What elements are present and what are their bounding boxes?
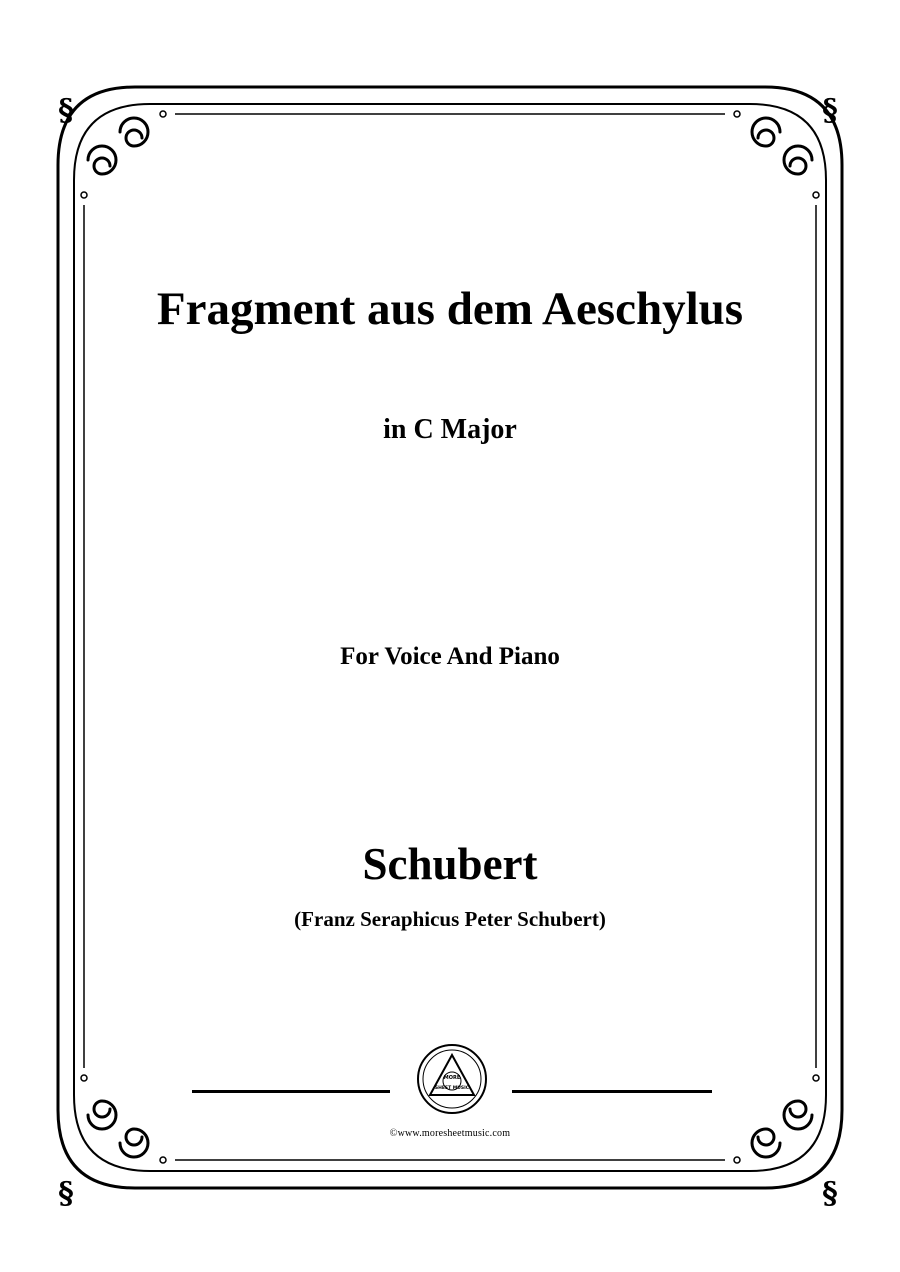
score-title: Fragment aus dem Aeschylus [156,283,744,335]
svg-text:§: § [822,93,838,128]
composer-name: Schubert [362,839,538,889]
seal-divider-left [192,1090,390,1093]
seal-divider-right [512,1090,712,1093]
svg-text:§: § [58,1176,74,1211]
seal-text-bottom: SHEET MUSIC [434,1086,470,1091]
svg-text:§: § [58,93,74,128]
composer-full-name: (Franz Seraphicus Peter Schubert) [294,907,606,931]
svg-text:§: § [822,1176,838,1211]
copyright-url: ©www.moresheetmusic.com [389,1128,511,1139]
score-key: in C Major [383,414,517,445]
seal-text-top: MORE [443,1075,461,1081]
publisher-seal-logo [416,1043,488,1115]
instrumentation: For Voice And Piano [340,643,560,670]
